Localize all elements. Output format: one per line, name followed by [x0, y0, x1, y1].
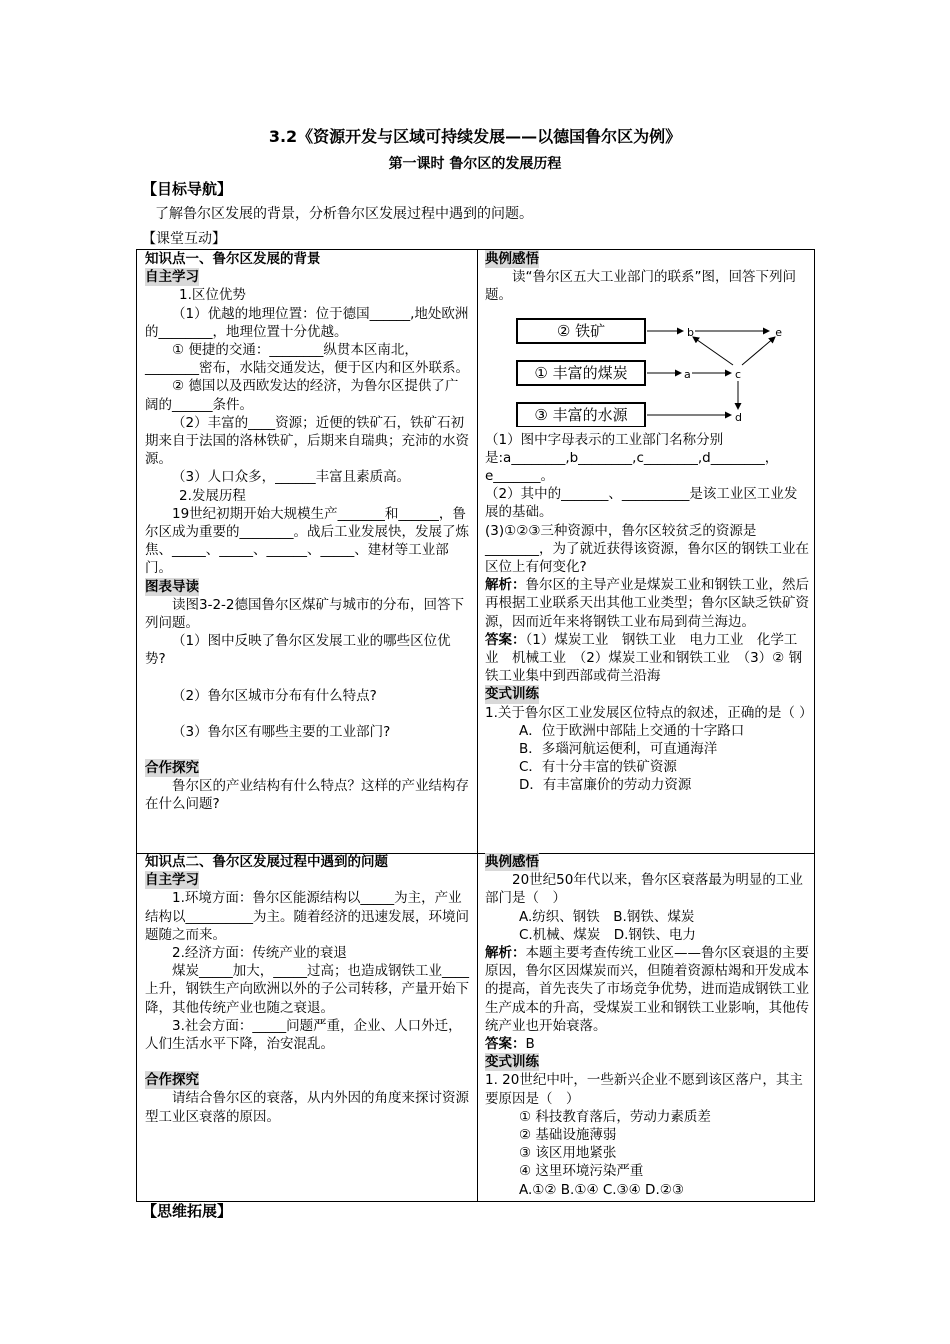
thinking-extension-heading: 【思维拓展】 — [142, 1202, 233, 1220]
text-line: 请结合鲁尔区的衰落，从内外因的角度来探讨资源型工业区衰落的原因。 — [145, 1090, 469, 1125]
industry-linkage-diagram — [485, 309, 785, 427]
table-row — [137, 250, 814, 854]
coal-box-label: ① 丰富的煤炭 — [534, 363, 628, 382]
training-label: 变式训练 — [485, 1054, 539, 1071]
text-line: 19世纪初期开始大规模生产_______和______，鲁尔区成为重要的________。战后工业发展快，发展了炼焦、_____、_____、______、_____、建材等工业部门。 — [145, 505, 469, 577]
answer-text: （1）煤炭工业 钢铁工业 电力工业 化学工业 机械工业 （2）煤炭工业和钢铁工业 （3）② 钢铁工业集中到西部或荷兰沿海 — [485, 631, 803, 685]
training-label: 变式训练 — [485, 686, 539, 703]
text-line: （2）丰富的____资源；近便的铁矿石，铁矿石初期来自于法国的洛林铁矿，后期来自瑞典；充沛的水资源。 — [145, 414, 469, 468]
example-label: 典例感悟 — [485, 854, 539, 870]
text-line: （1）优越的地理位置：位于德国______,地处欧洲的________，地理位置十分优越。 — [145, 305, 469, 340]
node-c: c — [735, 367, 742, 381]
analysis-label: 解析： — [485, 945, 526, 962]
knowledge-point-2-cell — [145, 853, 471, 1126]
node-b: b — [687, 325, 694, 339]
node-d: d — [735, 410, 742, 424]
option-item: C．有十分丰富的铁矿资源 — [519, 759, 677, 776]
node-e: e — [775, 325, 782, 339]
coop-explore-label: 合作探究 — [145, 1072, 199, 1089]
knowledge-point-1-heading: 知识点一、鲁尔区发展的背景 — [145, 251, 321, 267]
table-row — [137, 853, 814, 1201]
question-line: （3）鲁尔区有哪些主要的工业部门? — [172, 723, 391, 740]
text-line: 1.区位优势 — [179, 287, 246, 304]
text-line: 1.环境方面：鲁尔区能源结构以_____为主，产业结构以__________为主。随着经济的迅速发展，环境问题随之而来。 — [145, 890, 469, 943]
option-item: C.机械、煤炭 D.钢铁、电力 — [519, 926, 696, 943]
node-a: a — [684, 367, 691, 381]
option-item: D．有丰富廉价的劳动力资源 — [519, 777, 692, 794]
column-divider — [477, 853, 478, 1201]
knowledge-point-2-heading: 知识点二、鲁尔区发展过程中遇到的问题 — [145, 854, 388, 870]
chart-reading-label: 图表导读 — [145, 578, 199, 595]
text-line: 读图3-2-2德国鲁尔区煤矿与城市的分布，回答下列问题。 — [145, 596, 465, 632]
answer-text: B — [525, 1036, 535, 1053]
arrow-c-e — [742, 337, 775, 365]
example-cell — [485, 853, 809, 1199]
page-title: 3.2《资源开发与区域可持续发展——以德国鲁尔区为例》 — [268, 127, 682, 146]
text-line: 读“鲁尔区五大工业部门的联系”图，回答下列问题。 — [485, 269, 796, 304]
text-line: (3)①②③三种资源中，鲁尔区较贫乏的资源是________，为了就近获得该资源，鲁尔区的钢铁工业在区位上有何变化? — [485, 522, 809, 576]
option-item: ① 科技教育落后，劳动力素质差 — [519, 1108, 711, 1125]
analysis-text: 本题主要考查传统工业区——鲁尔区衰退的主要原因，鲁尔区因煤炭而兴，但随着资源枯竭和开发成本的提高，首先丧失了市场竞争优势，进而造成钢铁工业生产成本的升高，受煤炭工业和钢铁工业影响，其他传统产业也开始衰落。 — [485, 945, 809, 1034]
iron-box-label: ② 铁矿 — [556, 321, 606, 340]
arrow-c-b — [693, 337, 733, 365]
class-heading: 【课堂互动】 — [142, 231, 226, 247]
analysis-text: 鲁尔区的主导产业是煤炭工业和钢铁工业，然后再根据工业联系天出其他工业类型；鲁尔区缺乏铁矿资源，因而近年来将钢铁工业布局到荷兰海边。 — [485, 577, 809, 630]
text-line: （1）图中字母表示的工业部门名称分别是:a________,b________,c________,d________，e_______。 — [485, 431, 779, 485]
option-item: ④ 这里环境污染严重 — [519, 1163, 644, 1180]
self-study-label: 自主学习 — [145, 872, 199, 889]
answer-choices: A.①② B.①④ C.③④ D.②③ — [519, 1181, 684, 1198]
text-line: 煤炭_____加大，_____过高；也造成钢铁工业____上升，钢铁生产向欧洲以外的子公司转移，产量开始下降，其他传统产业也随之衰退。 — [145, 963, 469, 1016]
text-line: 鲁尔区的产业结构有什么特点？这样的产业结构存在什么问题? — [145, 778, 469, 813]
text-line: （2）其中的_______、__________是该工业区工业发展的基础。 — [485, 486, 798, 521]
text-line: ② 德国以及西欧发达的经济，为鲁尔区提供了广阔的______条件。 — [145, 378, 459, 413]
text-line: 3.社会方面：_____问题严重，企业、人口外迁，人们生活水平下降，治安混乱。 — [145, 1017, 462, 1053]
column-divider — [477, 250, 478, 853]
knowledge-point-1-cell — [145, 250, 471, 814]
option-item: A．位于欧洲中部陆上交通的十字路口 — [519, 722, 745, 739]
question-line: 1.关于鲁尔区工业发展区位特点的叙述，正确的是（ ） — [485, 704, 813, 721]
option-item: ③ 该区用地紧张 — [519, 1145, 617, 1162]
option-item: ② 基础设施薄弱 — [519, 1127, 617, 1144]
question-line: 20世纪50年代以来，鲁尔区衰落最为明显的工业部门是（ ） — [485, 872, 803, 907]
option-item: B．多瑙河航运便利，可直通海洋 — [519, 741, 718, 758]
question-line: 1. 20世纪中叶，一些新兴企业不愿到该区落户，其主要原因是（ ） — [485, 1072, 803, 1107]
page-subtitle: 第一课时 鲁尔区的发展历程 — [388, 156, 562, 172]
water-box-label: ③ 丰富的水源 — [534, 405, 628, 424]
self-study-label: 自主学习 — [145, 269, 199, 286]
question-line: （1）图中反映了鲁尔区发展工业的哪些区位优势? — [145, 633, 451, 668]
answer-label: 答案： — [485, 1036, 526, 1053]
question-line: （2）鲁尔区城市分布有什么特点? — [172, 687, 377, 704]
example-cell — [485, 250, 813, 795]
option-item: A.纺织、钢铁 B.钢铁、煤炭 — [519, 908, 695, 925]
answer-label: 答案： — [485, 631, 526, 648]
example-label: 典例感悟 — [485, 251, 539, 267]
analysis-label: 解析： — [485, 577, 526, 594]
text-line: （3）人口众多，______丰富且素质高。 — [172, 469, 411, 486]
goal-heading: 【目标导航】 — [142, 180, 233, 198]
text-line: 2.经济方面：传统产业的衰退 — [172, 945, 347, 962]
lesson-table — [136, 249, 815, 1202]
coop-explore-label: 合作探究 — [145, 760, 199, 777]
goal-text: 了解鲁尔区发展的背景，分析鲁尔区发展过程中遇到的问题。 — [155, 206, 533, 222]
text-line: 2.发展历程 — [179, 487, 246, 504]
text-line: ① 便捷的交通：________纵贯本区南北，________密布，水陆交通发达，便于区内和区外联系。 — [145, 342, 469, 377]
